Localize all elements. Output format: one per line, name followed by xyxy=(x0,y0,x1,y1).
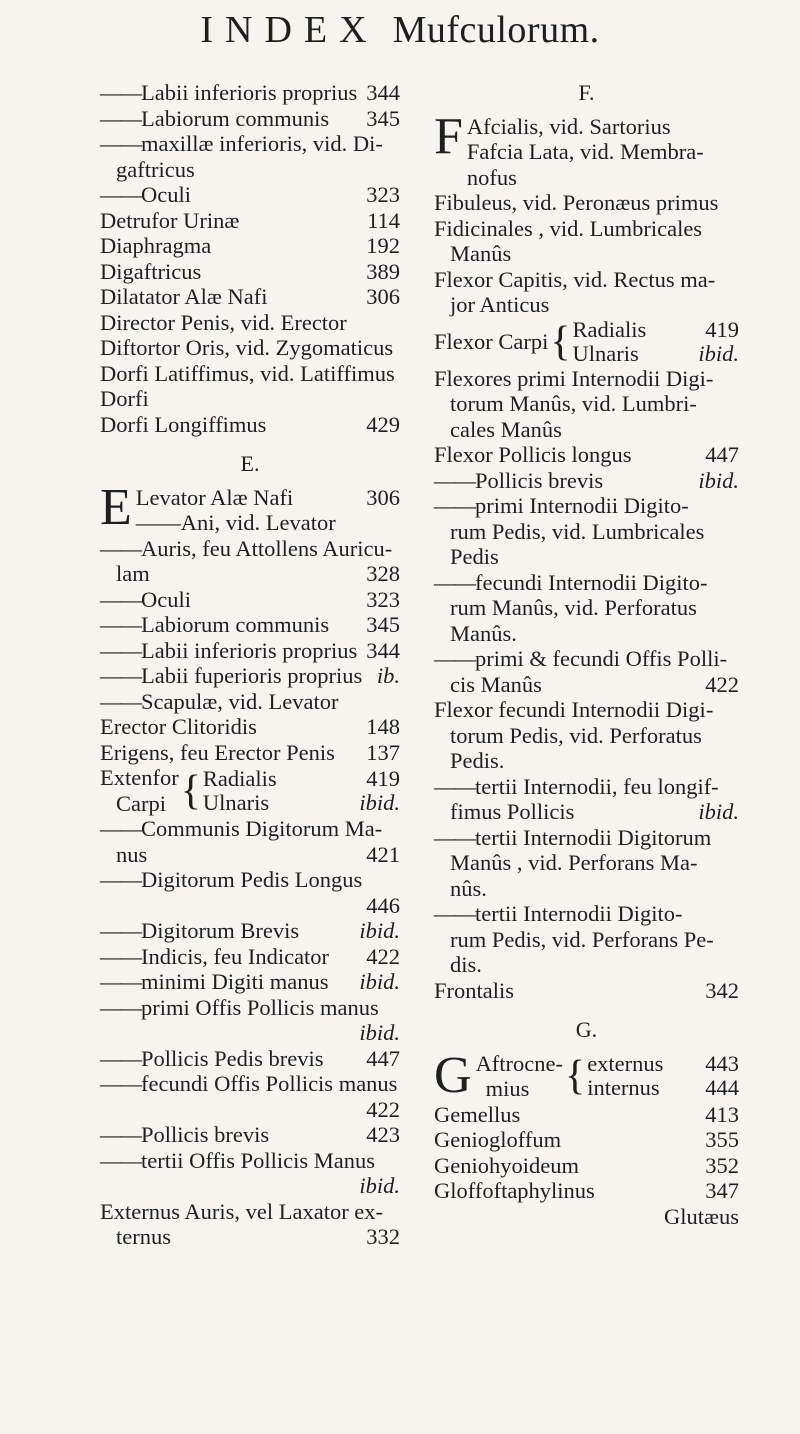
index-entry xyxy=(434,216,739,242)
entry-text: —— tertii Offis Pollicis Manus xyxy=(100,1148,400,1174)
entry-text: internus xyxy=(587,1075,660,1100)
index-entry xyxy=(434,978,739,1004)
entry-page: 422 xyxy=(705,671,739,697)
extensor-label-1: Extenfor xyxy=(100,765,179,790)
entry-text: Levator Alæ Nafi xyxy=(135,484,294,510)
index-entry xyxy=(100,714,400,740)
index-entry xyxy=(100,131,400,157)
section-heading-g: G. xyxy=(575,1017,598,1042)
flexor-items xyxy=(573,318,739,366)
extensor-label xyxy=(100,765,179,816)
entry-text: Flexores primi Internodii Digi- xyxy=(434,365,714,391)
entry-page: 429 xyxy=(366,411,400,437)
extensor-carpi-block xyxy=(100,765,400,816)
entry-text: Digaftricus xyxy=(100,258,202,284)
entry-text: Erector Clitoridis xyxy=(100,714,257,739)
entry-text: —— Oculi xyxy=(100,182,360,208)
entry-text: Dorfi xyxy=(100,386,149,411)
entry-text: torum Manûs, vid. Lumbri- xyxy=(450,391,697,416)
index-entry xyxy=(100,536,400,562)
entry-text: ternus xyxy=(116,1224,171,1249)
entry-text: —— Labii fuperioris proprius xyxy=(100,663,371,689)
entry-text: ——Ani, vid. Levator xyxy=(135,510,336,535)
index-entry xyxy=(434,723,739,749)
index-entry xyxy=(136,485,400,511)
entry-text: rum Pedis, vid. Perforans Pe- xyxy=(450,926,714,952)
index-entry xyxy=(100,259,400,285)
entry-text: —— primi Internodii Digito- xyxy=(434,493,739,519)
index-entry xyxy=(100,1173,400,1199)
index-entry xyxy=(100,1097,400,1123)
gastro-label xyxy=(476,1051,563,1102)
entry-text: Diftortor Oris, vid. Zygomaticus xyxy=(100,335,394,360)
index-entry xyxy=(100,310,400,336)
index-entry xyxy=(136,510,400,536)
entry-text: Flexor Pollicis longus xyxy=(434,442,632,467)
index-entry xyxy=(100,1020,400,1046)
index-entry xyxy=(434,391,739,417)
entry-text: Gemellus xyxy=(434,1101,521,1127)
index-entry xyxy=(434,570,739,596)
gastro-label-2: mius xyxy=(485,1076,530,1101)
index-entry xyxy=(203,791,400,815)
entry-text: Ulnaris xyxy=(202,789,270,815)
index-entry xyxy=(434,901,739,927)
index-entry xyxy=(100,918,400,944)
index-entry xyxy=(100,284,400,310)
entry-text: Gloffoftaphylinus xyxy=(434,1178,595,1203)
index-entry xyxy=(434,646,739,672)
entry-page: ibid. xyxy=(359,789,400,815)
f-first-entries xyxy=(467,114,739,191)
e-first-entries xyxy=(136,485,400,536)
entry-page: ibid. xyxy=(698,799,739,824)
entry-text: —— tertii Internodii Digito- xyxy=(434,901,739,927)
entry-text: —— Labii inferioris proprius xyxy=(100,80,360,106)
entry-text: —— Pollicis brevis xyxy=(100,1122,360,1148)
index-entry xyxy=(434,595,739,621)
entry-page: 192 xyxy=(366,233,400,258)
entry-page: 422 xyxy=(366,1096,400,1122)
brace-icon: { xyxy=(550,318,571,365)
entry-text: —— tertii Internodii, feu longif- xyxy=(434,774,739,800)
index-entry xyxy=(434,417,739,443)
entry-text: —— fecundi Internodii Digito- xyxy=(434,570,739,596)
entry-text: cis Manûs xyxy=(450,671,542,697)
index-entry xyxy=(434,799,739,825)
entry-page: 443 xyxy=(705,1051,739,1076)
entry-text: —— Labiorum communis xyxy=(100,106,360,132)
entry-text: —— Oculi xyxy=(100,587,360,613)
section-heading-f: F. xyxy=(578,80,595,105)
index-entry xyxy=(100,995,400,1021)
index-entry xyxy=(100,1224,400,1250)
entry-page: ibid. xyxy=(698,340,739,366)
index-entry xyxy=(434,927,739,953)
entry-text: —— Scapulæ, vid. Levator xyxy=(100,689,400,715)
index-entry xyxy=(100,587,400,613)
section-heading-e: E. xyxy=(240,451,260,476)
entry-text: Erigens, feu Erector Penis xyxy=(100,739,335,765)
flexor-carpi-block xyxy=(434,318,739,366)
index-entry xyxy=(434,825,739,851)
index-entry xyxy=(434,850,739,876)
entry-page: ibid. xyxy=(698,467,739,493)
entry-page: ibid. xyxy=(359,1173,400,1198)
entry-page: 355 xyxy=(705,1127,739,1152)
index-entry xyxy=(100,106,400,132)
entry-page: 345 xyxy=(366,612,400,637)
index-entry xyxy=(100,893,400,919)
index-entry xyxy=(434,468,739,494)
entry-text: —— Labii inferioris proprius xyxy=(100,638,360,664)
entry-page: ibid. xyxy=(359,918,400,943)
f-drop-block xyxy=(434,107,739,191)
entry-text: Fidicinales , vid. Lumbricales xyxy=(434,215,703,241)
entry-text: rum Pedis, vid. Lumbricales xyxy=(450,518,705,544)
entry-text: lam xyxy=(116,561,150,586)
index-entry xyxy=(434,697,739,723)
entry-page: 345 xyxy=(366,105,400,131)
entry-page: 419 xyxy=(366,765,400,791)
index-entry xyxy=(434,774,739,800)
right-column xyxy=(434,80,739,1229)
entry-text: rum Manûs, vid. Perforatus xyxy=(450,595,697,620)
header-index: INDEX xyxy=(200,9,379,51)
index-entry xyxy=(100,412,400,438)
index-entry xyxy=(100,386,400,412)
left-extensor-entries xyxy=(100,816,400,1250)
index-entry xyxy=(100,335,400,361)
entry-text: —— Auris, feu Attollens Auricu- xyxy=(100,536,400,562)
left-column xyxy=(100,80,400,1250)
entry-text: —— Labiorum communis xyxy=(100,612,360,638)
index-entry xyxy=(467,165,739,191)
index-entry xyxy=(434,672,739,698)
entry-text: Manûs. xyxy=(450,620,517,646)
entry-page: 137 xyxy=(366,739,400,765)
index-entry xyxy=(100,663,400,689)
index-entry xyxy=(100,867,400,893)
index-entry xyxy=(434,267,739,293)
index-entry xyxy=(587,1052,739,1076)
index-entry xyxy=(434,493,739,519)
gastro-items xyxy=(587,1052,739,1100)
entry-text: torum Pedis, vid. Perforatus xyxy=(450,722,702,748)
index-entry xyxy=(434,1127,739,1153)
entry-page: 419 xyxy=(705,316,739,342)
entry-page: 421 xyxy=(366,841,400,867)
index-entry xyxy=(100,233,400,259)
index-entry xyxy=(434,442,739,468)
entry-page: 114 xyxy=(367,207,400,233)
drop-cap-e: E xyxy=(100,478,132,536)
index-entry xyxy=(100,612,400,638)
index-entry xyxy=(100,689,400,715)
entry-text: —— Indicis, feu Indicator xyxy=(100,944,360,970)
entry-text: —— fecundi Offis Pollicis manus xyxy=(100,1071,400,1097)
index-entry xyxy=(434,621,739,647)
entry-text: nûs. xyxy=(450,875,487,901)
entry-page: 447 xyxy=(705,442,739,467)
right-f2-entries xyxy=(434,366,739,1004)
index-entry xyxy=(100,944,400,970)
entry-text: Afcialis, vid. Sartorius xyxy=(466,113,671,139)
entry-page: ib. xyxy=(376,663,400,688)
index-entry xyxy=(434,1153,739,1179)
index-entry xyxy=(587,1076,739,1100)
entry-text: Fafcia Lata, vid. Membra- xyxy=(466,139,704,164)
brace-icon: { xyxy=(565,1053,586,1099)
entry-page: 342 xyxy=(705,977,739,1003)
entry-text: Manûs , vid. Perforans Ma- xyxy=(450,850,698,875)
entry-text: Director Penis, vid. Erector xyxy=(100,309,347,335)
catchword: Glutæus xyxy=(663,1203,739,1229)
entry-page: 447 xyxy=(366,1045,400,1071)
entry-page: 148 xyxy=(366,714,400,739)
e-drop-block xyxy=(100,478,400,536)
entry-text: —— Digitorum Pedis Longus xyxy=(100,867,400,893)
index-entry xyxy=(434,1178,739,1204)
index-entry xyxy=(434,544,739,570)
entry-text: cales Manûs xyxy=(450,416,562,442)
page-header xyxy=(0,8,800,52)
index-entry xyxy=(434,366,739,392)
entry-text: nofus xyxy=(466,164,517,190)
index-entry xyxy=(434,292,739,318)
index-entry xyxy=(203,767,400,791)
index-entry xyxy=(434,190,739,216)
entry-text: gaftricus xyxy=(116,156,195,182)
flexor-label: Flexor Carpi xyxy=(434,328,549,354)
entry-text: —— Communis Digitorum Ma- xyxy=(100,816,400,842)
entry-text: Externus Auris, vel Laxator ex- xyxy=(100,1198,384,1224)
extensor-items xyxy=(203,767,400,815)
entry-text: —— Digitorum Brevis xyxy=(100,918,353,944)
index-entry xyxy=(467,139,739,165)
entry-text: —— primi Offis Pollicis manus xyxy=(100,995,400,1021)
entry-text: Dilatator Alæ Nafi xyxy=(100,284,268,309)
entry-page: 389 xyxy=(366,258,400,284)
entry-text: Diaphragma xyxy=(100,233,212,258)
entry-page: 323 xyxy=(366,586,400,612)
index-entry xyxy=(100,1199,400,1225)
entry-text: Dorfi Latiffimus, vid. Latiffimus xyxy=(100,360,395,386)
index-entry xyxy=(100,842,400,868)
index-entry xyxy=(100,182,400,208)
entry-text: —— primi & fecundi Offis Polli- xyxy=(434,646,739,672)
entry-text: Frontalis xyxy=(434,977,515,1003)
entry-text: Fibuleus, vid. Peronæus primus xyxy=(434,190,719,215)
index-entry xyxy=(100,816,400,842)
gastro-label-1: Aftrocne- xyxy=(475,1050,564,1076)
drop-cap-g: G xyxy=(434,1047,472,1104)
entry-page: 422 xyxy=(366,943,400,969)
index-entry xyxy=(434,241,739,267)
entry-page: 306 xyxy=(366,484,400,510)
entry-text: dis. xyxy=(450,952,482,977)
entry-page: 444 xyxy=(705,1075,739,1100)
entry-page: 423 xyxy=(366,1122,400,1147)
entry-page: 446 xyxy=(366,892,400,918)
entry-text: Radialis xyxy=(572,316,647,342)
entry-page: 347 xyxy=(705,1178,739,1203)
entry-page: 344 xyxy=(366,637,400,663)
entry-text: —— tertii Internodii Digitorum xyxy=(434,825,739,851)
index-entry xyxy=(100,361,400,387)
index-entry xyxy=(100,1046,400,1072)
entry-page: ibid. xyxy=(359,969,400,994)
index-entry xyxy=(100,80,400,106)
entry-text: Ulnaris xyxy=(572,340,639,366)
index-entry xyxy=(573,342,739,366)
entry-text: Pedis xyxy=(450,544,499,569)
right-g-entries xyxy=(434,1102,739,1204)
entry-page: ibid. xyxy=(359,1020,400,1045)
entry-text: Flexor fecundi Internodii Digi- xyxy=(434,697,714,722)
entry-text: Detrufor Urinæ xyxy=(100,207,240,233)
index-entry xyxy=(100,561,400,587)
index-entry xyxy=(100,1122,400,1148)
index-entry xyxy=(434,748,739,774)
entry-page: 344 xyxy=(366,80,400,105)
entry-text: Manûs xyxy=(450,241,512,266)
index-entry xyxy=(434,952,739,978)
index-entry xyxy=(100,1071,400,1097)
index-entry xyxy=(100,638,400,664)
entry-text: Radialis xyxy=(202,765,277,791)
entry-text: —— maxillæ inferioris, vid. Di- xyxy=(100,131,400,157)
entry-text: Geniogloffum xyxy=(434,1127,562,1152)
index-entry xyxy=(467,114,739,140)
index-entry xyxy=(100,1148,400,1174)
index-entry xyxy=(100,157,400,183)
index-entry xyxy=(434,1102,739,1128)
entry-text: Pedis. xyxy=(450,748,505,773)
index-entry xyxy=(573,318,739,342)
left-e-entries xyxy=(100,536,400,766)
drop-cap-f: F xyxy=(434,107,463,165)
index-entry xyxy=(434,876,739,902)
gastrocnemius-block xyxy=(434,1047,739,1104)
brace-icon: { xyxy=(180,767,201,814)
index-entry xyxy=(100,740,400,766)
entry-text: —— Pollicis brevis xyxy=(434,468,692,494)
entry-page: 323 xyxy=(366,182,400,207)
entry-page: 332 xyxy=(366,1224,400,1249)
entry-page: 352 xyxy=(705,1152,739,1178)
right-f1-entries xyxy=(434,190,739,318)
entry-text: Geniohyoideum xyxy=(434,1152,579,1178)
entry-text: externus xyxy=(587,1051,664,1076)
index-entry xyxy=(100,208,400,234)
entry-text: fimus Pollicis xyxy=(450,799,575,824)
index-entry xyxy=(434,519,739,545)
entry-text: Flexor Capitis, vid. Rectus ma- xyxy=(434,266,716,292)
entry-page: 328 xyxy=(366,561,400,586)
entry-text: —— minimi Digiti manus xyxy=(100,969,353,995)
entry-page: 413 xyxy=(705,1101,739,1127)
header-title: Mufculorum. xyxy=(392,9,600,51)
entry-text: jor Anticus xyxy=(450,292,550,317)
extensor-label-2: Carpi xyxy=(116,790,166,816)
entry-text: Dorfi Longiffimus xyxy=(100,411,267,437)
left-top-entries xyxy=(100,80,400,437)
entry-text: —— Pollicis Pedis brevis xyxy=(100,1046,360,1072)
entry-page: 306 xyxy=(366,284,400,309)
entry-text: nus xyxy=(116,841,148,867)
index-entry xyxy=(100,969,400,995)
